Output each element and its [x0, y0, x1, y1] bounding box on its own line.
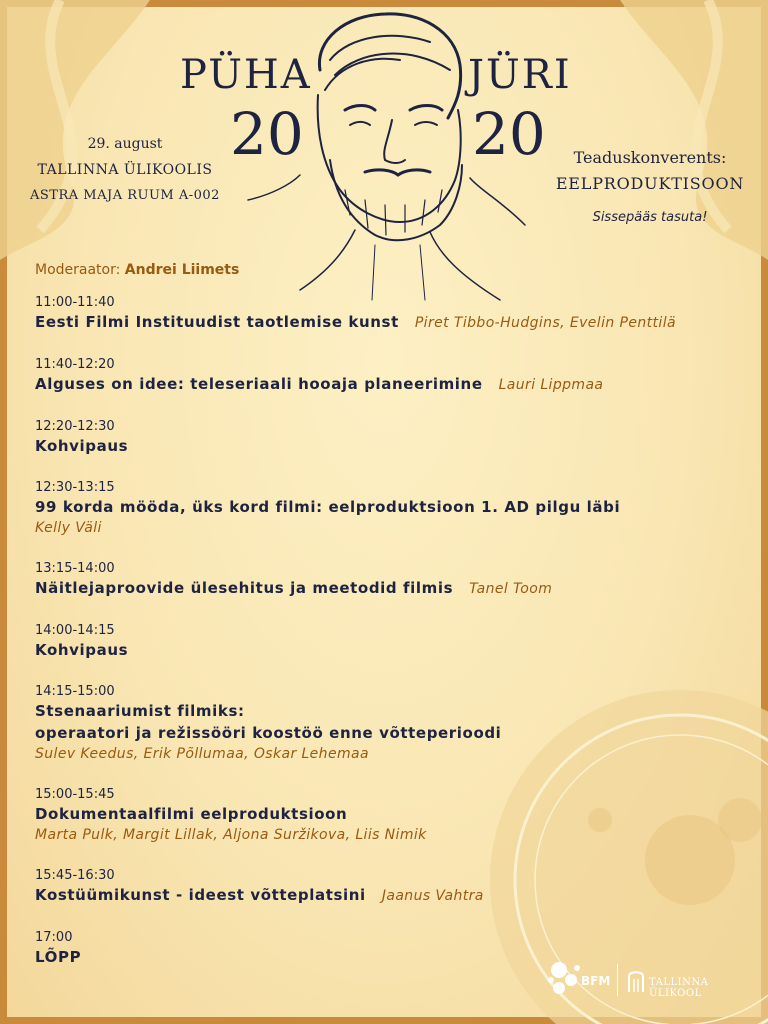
schedule-time: 17:00 — [35, 930, 73, 945]
schedule-title: Alguses on idee: teleseriaali hooaja planeerimine — [35, 375, 483, 393]
schedule-time: 15:00-15:45 — [35, 787, 115, 802]
schedule-item — [35, 868, 755, 907]
schedule-speakers: Piret Tibbo-Hudgins, Evelin Penttilä — [414, 315, 676, 331]
schedule-speakers: Jaanus Vahtra — [381, 888, 484, 904]
schedule-time: 11:40-12:20 — [35, 357, 115, 372]
schedule-title: Näitlejaproovide ülesehitus ja meetodid filmis — [35, 579, 454, 597]
schedule-item — [35, 295, 755, 334]
schedule-list — [35, 295, 755, 991]
year-right: 20 — [472, 100, 546, 168]
schedule-title: LÕPP — [35, 948, 82, 966]
schedule-time: 14:15-15:00 — [35, 684, 115, 699]
schedule-title: Dokumentaalfilmi eelproduktsioon — [35, 805, 348, 823]
schedule-item — [35, 419, 755, 457]
schedule-time: 15:45-16:30 — [35, 868, 115, 883]
schedule-title-line2: operaatori ja režissööri koostöö enne võtteperioodi — [35, 724, 502, 742]
university-logo-icon — [627, 968, 645, 994]
schedule-title: Eesti Filmi Instituudist taotlemise kunst — [35, 313, 399, 331]
event-location: TALLINNA ÜLIKOOLIS — [37, 162, 213, 178]
title-left: PÜHA — [180, 52, 312, 98]
schedule-time: 12:30-13:15 — [35, 480, 115, 495]
event-room: ASTRA MAJA RUUM A-002 — [30, 188, 220, 203]
schedule-time: 11:00-11:40 — [35, 295, 115, 310]
moderator — [35, 262, 239, 278]
conference-label: Teaduskonverents: — [573, 148, 727, 167]
bfm-logo-icon — [547, 960, 583, 1000]
bfm-logo-text: BFM — [581, 974, 611, 988]
event-date: 29. august — [87, 136, 163, 152]
moderator-name: Andrei Liimets — [124, 262, 240, 278]
sponsor-logos — [545, 960, 760, 1005]
schedule-time: 13:15-14:00 — [35, 561, 115, 576]
university-logo-text: TALLINNA ÜLIKOOL — [649, 977, 709, 999]
moderator-label: Moderaator: — [35, 262, 121, 278]
conference-name: EELPRODUKTISOON — [555, 174, 745, 193]
schedule-item — [35, 561, 755, 600]
schedule-title: 99 korda mööda, üks kord filmi: eelproduktsioon 1. AD pilgu läbi — [35, 498, 621, 516]
schedule-speakers: Sulev Keedus, Erik Põllumaa, Oskar Lehemaa — [35, 746, 369, 762]
schedule-time: 14:00-14:15 — [35, 623, 115, 638]
schedule-title-line1: Stsenaariumist filmiks: — [35, 702, 245, 720]
schedule-speakers: Marta Pulk, Margit Lillak, Aljona Suržikova, Liis Nimik — [35, 827, 427, 843]
schedule-speakers: Tanel Toom — [469, 581, 553, 597]
schedule-item — [35, 357, 755, 396]
entry-note: Sissepääs tasuta! — [592, 210, 708, 225]
schedule-title: Kostüümikunst - ideest võtteplatsini — [35, 886, 366, 904]
schedule-item — [35, 480, 755, 538]
schedule-title: Kohvipaus — [35, 437, 129, 455]
schedule-item — [35, 684, 755, 764]
schedule-time: 12:20-12:30 — [35, 419, 115, 434]
schedule-speakers: Lauri Lippmaa — [498, 377, 604, 393]
schedule-speakers: Kelly Väli — [35, 520, 102, 536]
schedule-title: Kohvipaus — [35, 641, 129, 659]
logo-divider — [617, 964, 618, 996]
schedule-item — [35, 787, 755, 845]
title-right: JÜRI — [468, 52, 572, 98]
schedule-item — [35, 623, 755, 661]
year-left: 20 — [230, 100, 304, 168]
